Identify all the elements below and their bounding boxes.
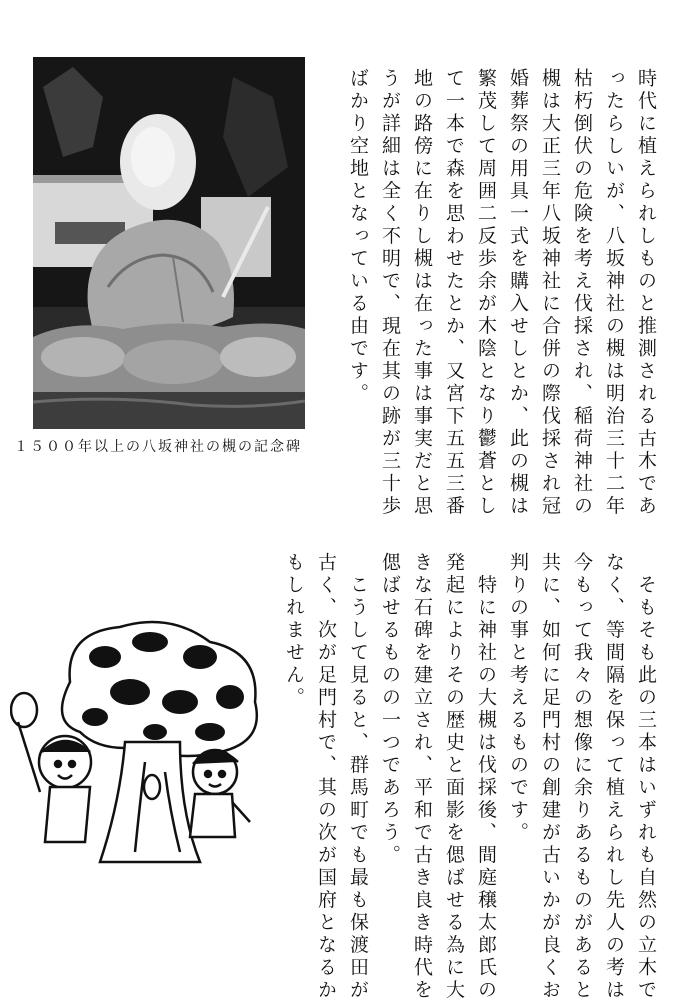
tree-children-illustration (10, 612, 272, 872)
top-body-text: 時代に植えられしものと推測される古木であ ったらしいが、八坂神社の槻は明治三十二年 枯朽倒伏の危険を考え伐採され、稲荷神社の 槻は大正三年八坂神社に合併の際伐採され冠 婚葬祭の用具一式を購入せしとか、此の槻は 繁茂して周囲二反歩余が木陰となり鬱蒼とし て一本で森を思わせたとか、又宮下五五三番 地の路傍に在りし槻は在った事は事実だと思 うが詳細は全く不明で、現在其の跡が三十歩 ばかり空地となっている由です。 (347, 68, 657, 518)
tree-cartoon-image (10, 612, 272, 872)
photo-caption: １５００年以上の八坂神社の槻の記念碑 (14, 439, 302, 455)
memorial-stone-photo (33, 57, 305, 429)
bottom-body-text: そもそも此の三本はいずれも自然の立木で なく、等間隔を保って植えられし先人の考は 今もって我々の想像に余りあるものがあると 共に、如何に足門村の創建が古いかが良くお 判りの事と考えるものです。 特に神社の大槻は伐採後、間庭穣太郎氏の 発起によりその歴史と面影を偲ばせる為に大 きな石碑を建立され、平和で古き良き時代を 偲ばせるものの一つであろう。 こうして見ると、群馬町でも最も保渡田が 古く、次が足門村で、其の次が国府となるか もしれません。 (283, 552, 657, 1002)
photo-image (33, 57, 305, 429)
